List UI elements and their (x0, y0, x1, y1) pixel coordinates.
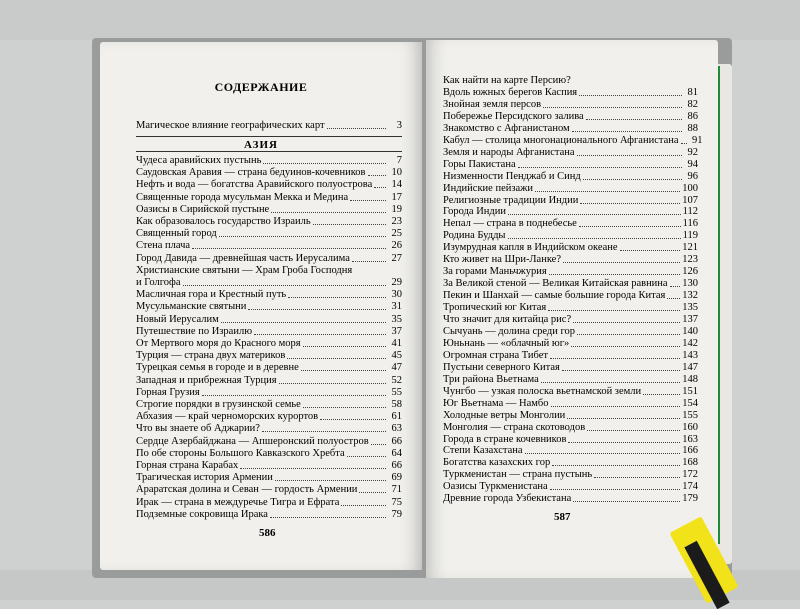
dot-leader (192, 248, 386, 249)
entry-title: Монголия — страна скотоводов (443, 421, 586, 433)
dot-leader (240, 468, 386, 469)
entry-title: За горами Маньчжурия (443, 266, 547, 278)
entry-title: Кто живет на Шри-Ланке? (443, 254, 561, 266)
entry-title: Горная страна Карабах (136, 460, 239, 471)
entry-title: Степи Казахстана (443, 445, 523, 457)
entry-page: 154 (682, 397, 698, 409)
toc-entry (136, 399, 402, 411)
entry-page: 172 (682, 469, 698, 481)
entry-page: 71 (391, 484, 402, 496)
dot-leader (183, 285, 386, 286)
dot-leader (518, 167, 682, 168)
entry-title: Пекин и Шанхай — самые большие города Китая (443, 290, 666, 302)
dot-leader (583, 179, 682, 180)
entry-page: 69 (391, 472, 402, 484)
dot-leader (586, 119, 682, 120)
entry-page: 23 (391, 216, 402, 227)
dot-leader (620, 250, 681, 251)
dot-leader (580, 203, 680, 204)
entry-page: 75 (391, 496, 402, 508)
toc-entry (443, 195, 698, 207)
entry-title: Непал — страна в поднебесье (443, 218, 577, 230)
toc-entry (443, 434, 698, 446)
entry-page: 58 (391, 399, 402, 410)
dot-leader (552, 465, 680, 466)
entry-title: Древние города Узбекистана (443, 493, 572, 505)
entry-title: Турция — страна двух материков (136, 350, 286, 362)
entry-page: 100 (682, 182, 698, 194)
toc-entry (443, 445, 698, 457)
toc-entry (443, 481, 698, 493)
entry-page: 166 (682, 445, 698, 457)
toc-entry (443, 242, 698, 254)
entry-title: Как найти на карте Персию? (443, 75, 571, 86)
entry-page: 112 (682, 206, 698, 218)
entry-page: 64 (391, 447, 402, 459)
dot-leader (550, 358, 680, 359)
entry-title: Земля и народы Афганистана (443, 146, 575, 158)
entry-page: 82 (687, 98, 698, 110)
dot-leader (579, 95, 682, 96)
toc-entry (443, 493, 698, 505)
dot-leader (550, 489, 681, 490)
dot-leader (670, 286, 681, 287)
dot-leader (587, 430, 680, 431)
entry-title: Ирак — страна в междуречье Тигра и Ефрата (136, 496, 340, 508)
toc-entry (136, 301, 402, 313)
entry-page: 3 (396, 120, 402, 131)
entry-title: Горы Пакистана (443, 158, 516, 170)
entry-title: Юньнань — «облачный юг» (443, 337, 570, 349)
background-top (0, 0, 800, 40)
dot-leader (508, 238, 681, 239)
entry-page: 47 (391, 362, 402, 374)
entry-title: Города в стране кочевников (443, 433, 567, 445)
entry-page: 132 (682, 290, 698, 302)
entry-title: За Великой стеной — Великая Китайская равнина (443, 278, 668, 290)
entry-title: Строгие порядки в грузинской семье (136, 399, 301, 410)
toc-entry (443, 254, 698, 266)
dot-leader (303, 407, 386, 408)
dot-leader (563, 262, 680, 263)
entry-page: 45 (391, 350, 402, 362)
toc-entry (136, 375, 402, 387)
entry-title: Холодные ветры Монголии (443, 409, 566, 421)
entry-page: 91 (692, 134, 703, 146)
dot-leader (571, 346, 680, 347)
entry-page: 148 (682, 373, 698, 385)
dot-leader (572, 131, 682, 132)
toc-entry (136, 167, 402, 179)
dot-leader (567, 418, 680, 419)
dot-leader (551, 406, 681, 407)
toc-entry (136, 204, 402, 216)
entry-title: Путешествие по Израилю (136, 325, 253, 337)
dot-leader (275, 480, 386, 481)
entry-page: 19 (391, 203, 402, 215)
entry-page: 25 (391, 228, 402, 240)
entry-title: Туркменистан — страна пустынь (443, 469, 593, 481)
entry-page: 66 (391, 460, 402, 471)
entry-title: Как образовалось государство Израиль (136, 216, 311, 227)
page-number-right: 587 (554, 511, 571, 523)
entry-page: 26 (391, 240, 402, 252)
entry-title: Религиозные традиции Индии (443, 194, 579, 206)
entry-title: Западная и прибрежная Турция (136, 374, 277, 386)
entry-title: Родина Будды (443, 230, 506, 242)
entry-title: Города Индии (443, 206, 507, 218)
entry-title: Город Давида — древнейшая часть Иерусалима (136, 252, 350, 264)
dot-leader (543, 107, 682, 108)
entry-title: Турецкая семья в городе и в деревне (136, 362, 299, 374)
entry-title: Оазисы в Сирийской пустыне (136, 203, 270, 215)
toc-entry (443, 171, 698, 183)
back-cover-edge (718, 64, 732, 564)
entry-page: 140 (682, 325, 698, 337)
entry-page: 35 (391, 313, 402, 325)
entry-title: Нефть и вода — богатства Аравийского полуострова (136, 179, 373, 191)
toc-entry (443, 75, 698, 87)
entry-title: Низменности Пенджаб и Синд (443, 170, 581, 182)
toc-entry (443, 290, 698, 302)
entry-page: 52 (391, 374, 402, 386)
toc-entry (136, 509, 402, 521)
toc-entry (443, 410, 698, 422)
entry-page: 142 (682, 337, 698, 349)
entry-title: Знакомство с Афганистаном (443, 122, 570, 134)
entry-title: Чудеса аравийских пустынь (136, 155, 262, 166)
toc-entry (136, 472, 402, 484)
entry-title: Пустыни северного Китая (443, 361, 560, 373)
entry-page: 86 (687, 110, 698, 122)
toc-entry (443, 350, 698, 362)
toc-entry (443, 326, 698, 338)
toc-entry (443, 159, 698, 171)
dot-leader (525, 453, 681, 454)
toc-entry (443, 87, 698, 99)
dot-leader (508, 214, 681, 215)
entry-page: 88 (687, 122, 698, 134)
entry-title: Горная Грузия (136, 386, 200, 398)
dot-leader (359, 492, 386, 493)
toc-entry (136, 155, 402, 167)
section-rule-bottom (136, 151, 402, 152)
toc-entry (136, 216, 402, 228)
entry-page: 31 (391, 301, 402, 313)
entry-page: 163 (682, 433, 698, 445)
entry-page: 17 (391, 191, 402, 203)
dot-leader (577, 155, 682, 156)
entry-title: Сердце Азербайджана — Апшеронский полуостров (136, 435, 369, 447)
toc-entry (443, 206, 698, 218)
toc-entry (136, 338, 402, 350)
toc-entry (443, 147, 698, 159)
entry-page: 27 (391, 252, 402, 264)
dot-leader (548, 310, 680, 311)
entry-title: Огромная страна Тибет (443, 349, 548, 361)
entry-title: Оазисы Туркменистана (443, 481, 548, 493)
entry-title: Магическое влияние географических карт (136, 120, 325, 131)
entry-title: Индийские пейзажи (443, 182, 534, 194)
dot-leader (579, 226, 681, 227)
entry-page: 135 (682, 302, 698, 314)
entry-title: От Мертвого моря до Красного моря (136, 338, 301, 349)
entry-page: 30 (391, 289, 402, 301)
toc-entry (136, 387, 402, 399)
entry-page: 155 (682, 409, 698, 421)
entry-page: 29 (391, 277, 402, 288)
dot-leader (643, 394, 680, 395)
toc-entry (443, 386, 698, 398)
toc-entry (443, 302, 698, 314)
toc-entry (136, 448, 402, 460)
toc-entry (136, 192, 402, 204)
toc-entry (443, 457, 698, 469)
entry-title: Три района Вьетнама (443, 373, 539, 385)
entry-page: 147 (682, 361, 698, 373)
entry-page: 66 (391, 435, 402, 447)
entry-page: 126 (682, 266, 698, 278)
entry-title: Христианские святыни — Храм Гроба Господня (136, 264, 353, 276)
toc-entry (443, 278, 698, 290)
entry-page: 81 (687, 86, 698, 98)
toc-entry (136, 484, 402, 496)
entry-title: Масличная гора и Крестный путь (136, 289, 287, 301)
entry-page: 61 (391, 411, 402, 423)
dot-leader (374, 187, 386, 188)
dot-leader (301, 370, 386, 371)
toc-entry (443, 134, 703, 147)
entry-title: Сычуань — долина среди гор (443, 325, 576, 337)
dot-leader (320, 419, 386, 420)
entry-page: 41 (391, 338, 402, 349)
page-number-left: 586 (259, 527, 276, 539)
entry-title: Кабул — столица многонационального Афганистана (443, 134, 679, 146)
toc-entry (443, 230, 698, 242)
dot-leader (371, 444, 386, 445)
entry-title: Стена плача (136, 240, 191, 252)
dot-leader (549, 274, 681, 275)
dot-leader (248, 309, 386, 310)
dot-leader (667, 298, 680, 299)
dot-leader (347, 456, 386, 457)
entry-page: 63 (391, 423, 402, 435)
toc-entry (443, 314, 698, 326)
toc-entry (443, 111, 698, 123)
entry-title: Мусульманские святыни (136, 301, 247, 313)
section-heading: АЗИЯ (244, 139, 278, 151)
entry-page: 10 (391, 167, 402, 179)
toc-entry (136, 411, 402, 423)
entry-title: Священные города мусульман Мекка и Медина (136, 191, 349, 203)
dot-leader (327, 128, 386, 129)
dot-leader (352, 261, 386, 262)
entry-page: 123 (682, 254, 698, 266)
dot-leader (279, 383, 386, 384)
toc-entry (136, 253, 402, 265)
entry-page: 143 (682, 349, 698, 361)
dot-leader (350, 200, 386, 201)
toc-entry (136, 436, 402, 448)
dot-leader (271, 212, 386, 213)
toc-entry (443, 123, 698, 135)
dot-leader (270, 517, 386, 518)
dot-leader (541, 382, 681, 383)
toc-entry (443, 398, 698, 410)
toc-entry (136, 350, 402, 362)
entry-page: 121 (682, 242, 698, 254)
entry-page: 55 (391, 386, 402, 398)
toc-entry (136, 289, 402, 301)
dot-leader (535, 191, 680, 192)
dot-leader (219, 236, 386, 237)
dot-leader (288, 297, 386, 298)
dot-leader (262, 431, 386, 432)
entry-page: 7 (396, 155, 402, 166)
toc-entry (136, 460, 402, 472)
entry-title: Изумрудная капля в Индийском океане (443, 242, 618, 254)
dot-leader (303, 346, 386, 347)
dot-leader (577, 334, 680, 335)
toc-entry (136, 179, 402, 191)
toc-entry (443, 99, 698, 111)
entry-page: 116 (682, 218, 698, 230)
entry-title: Чунгбо — узкая полоска вьетнамской земли (443, 385, 642, 397)
dot-leader (594, 477, 680, 478)
toc-entry (136, 497, 402, 509)
entry-title: Что значит для китайца рис? (443, 314, 572, 325)
toc-title: СОДЕРЖАНИЕ (214, 80, 308, 94)
dot-leader (313, 224, 386, 225)
toc-entry-intro (136, 120, 402, 132)
toc-entry (443, 469, 698, 481)
dot-leader (573, 322, 680, 323)
entry-title: Абхазия — край черноморских курортов (136, 411, 319, 423)
dot-leader (681, 143, 687, 144)
entry-page: 107 (682, 194, 698, 206)
entry-page: 174 (682, 481, 698, 493)
entry-title: По обе стороны Большого Кавказского Хребта (136, 447, 345, 459)
entry-title: Знойная земля персов (443, 98, 542, 110)
toc-entry (443, 362, 698, 374)
entry-title: Священный город (136, 228, 217, 240)
toc-entry (443, 338, 698, 350)
dot-leader (254, 334, 386, 335)
toc-entry (136, 228, 402, 240)
dot-leader (202, 395, 386, 396)
entry-page: 137 (682, 314, 698, 325)
dot-leader (287, 358, 386, 359)
toc-entry (136, 326, 402, 338)
entry-title: Подземные сокровища Ирака (136, 508, 268, 520)
toc-entry (443, 266, 698, 278)
entry-title: Тропический юг Китая (443, 302, 547, 314)
entry-title: Юг Вьетнама — Намбо (443, 397, 549, 409)
entry-page: 151 (682, 385, 698, 397)
entry-page: 14 (391, 179, 402, 191)
dot-leader (568, 442, 680, 443)
entry-title: Араратская долина и Севан — гордость Армении (136, 484, 358, 496)
entry-page: 79 (391, 508, 402, 520)
entry-page: 130 (682, 278, 698, 290)
entry-page: 119 (682, 230, 698, 242)
entry-title: Что вы знаете об Аджарии? (136, 423, 260, 435)
toc-entry (136, 362, 402, 374)
entry-title: Побережье Персидского залива (443, 110, 584, 122)
dot-leader (263, 163, 386, 164)
entry-title: Новый Иерусалим (136, 313, 219, 325)
toc-entry (136, 265, 402, 277)
dot-leader (562, 370, 680, 371)
entry-title: и Голгофа (136, 277, 181, 288)
dot-leader (341, 505, 386, 506)
entry-page: 94 (687, 158, 698, 170)
entry-title: Вдоль южных берегов Каспия (443, 86, 578, 98)
entry-page: 37 (391, 325, 402, 337)
dot-leader (368, 175, 387, 176)
toc-entry (443, 422, 698, 434)
entry-title: Богатства казахских гор (443, 457, 551, 469)
entry-page: 160 (682, 421, 698, 433)
toc-entry (136, 240, 402, 252)
toc-entry (443, 183, 698, 195)
entry-page: 179 (682, 493, 698, 505)
toc-entry (136, 277, 402, 289)
entry-page: 96 (687, 170, 698, 182)
dot-leader (573, 501, 680, 502)
entry-page: 92 (687, 146, 698, 158)
toc-entry (136, 423, 402, 435)
toc-entry (443, 218, 698, 230)
toc-entry (136, 314, 402, 326)
entry-title: Трагическая история Армении (136, 472, 273, 484)
section-rule-top (136, 136, 402, 137)
dot-leader (221, 322, 386, 323)
entry-page: 168 (682, 457, 698, 469)
entry-title: Саудовская Аравия — страна бедуинов-кочевников (136, 167, 366, 179)
toc-entry (443, 374, 698, 386)
